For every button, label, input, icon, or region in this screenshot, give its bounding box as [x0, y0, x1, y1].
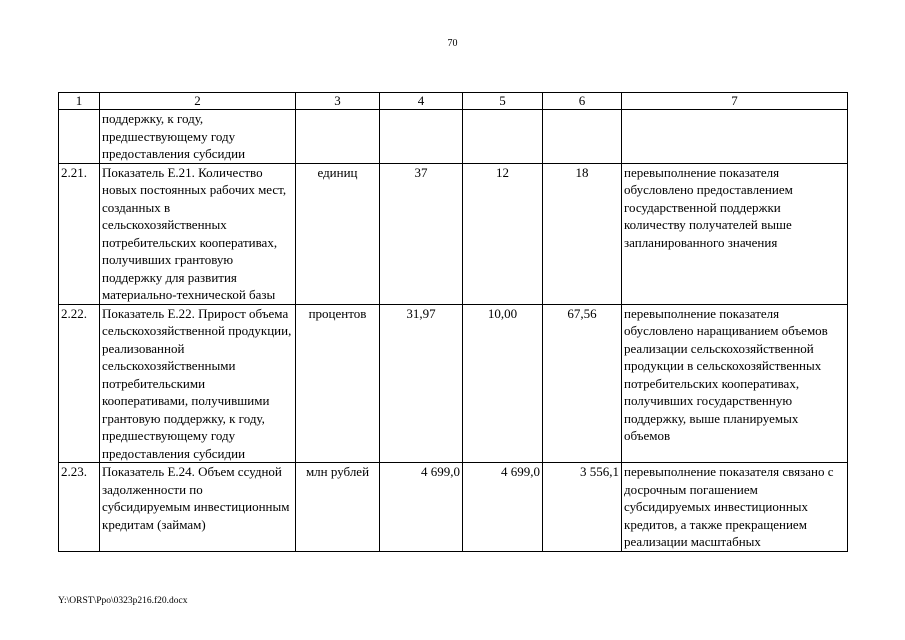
value-col-5: 10,00 [463, 304, 543, 463]
header-col-5: 5 [463, 93, 543, 110]
header-col-2: 2 [100, 93, 296, 110]
header-col-7: 7 [622, 93, 848, 110]
file-path-footer: Y:\ORST\Ppo\0323p216.f20.docx [58, 596, 188, 606]
comment: перевыполнение показателя обусловлено наращиванием объемов реализации сельскохозяйственной продукции в сельскохозяйственных потребительских кооперативах, получивших государственную поддержку, выше планируемых объемов [622, 304, 848, 463]
value-col-5: 12 [463, 163, 543, 304]
indicator-name: Показатель Е.22. Прирост объема сельскохозяйственной продукции, реализованной сельскохозяйственными потребительскими кооперативами, получившими грантовую поддержку, к году, предшествующему году предоставления субсидии [100, 304, 296, 463]
value-col-6: 67,56 [543, 304, 622, 463]
row-number: 2.21. [59, 163, 100, 304]
value-col-6: 3 556,1 [543, 463, 622, 552]
header-col-4: 4 [380, 93, 463, 110]
value-col-6: 18 [543, 163, 622, 304]
value-col-6 [543, 110, 622, 164]
value-col-4: 4 699,0 [380, 463, 463, 552]
page-number: 70 [447, 38, 458, 49]
value-col-4: 37 [380, 163, 463, 304]
value-col-5 [463, 110, 543, 164]
table-header-row [59, 93, 848, 110]
row-number [59, 110, 100, 164]
table-row [59, 304, 848, 463]
value-col-4: 31,97 [380, 304, 463, 463]
header-col-1: 1 [59, 93, 100, 110]
table-row [59, 463, 848, 552]
indicator-name: Показатель Е.24. Объем ссудной задолженности по субсидируемым инвестиционным кредитам (займам) [100, 463, 296, 552]
unit [296, 110, 380, 164]
header-col-3: 3 [296, 93, 380, 110]
row-number: 2.23. [59, 463, 100, 552]
value-col-5: 4 699,0 [463, 463, 543, 552]
indicator-name: Показатель Е.21. Количество новых постоянных рабочих мест, созданных в сельскохозяйственных потребительских кооперативах, получивших грантовую поддержку для развития материально-технической базы [100, 163, 296, 304]
comment: перевыполнение показателя обусловлено предоставлением государственной поддержки количеству получателей выше запланированного значения [622, 163, 848, 304]
row-number: 2.22. [59, 304, 100, 463]
unit: единиц [296, 163, 380, 304]
table-row [59, 163, 848, 304]
comment: перевыполнение показателя связано с досрочным погашением субсидируемых инвестиционных кредитов, а также прекращением реализации масштабных [622, 463, 848, 552]
header-col-6: 6 [543, 93, 622, 110]
comment [622, 110, 848, 164]
unit: млн рублей [296, 463, 380, 552]
indicators-table [58, 92, 848, 552]
table-row [59, 110, 848, 164]
indicator-name: поддержку, к году, предшествующему году предоставления субсидии [100, 110, 296, 164]
value-col-4 [380, 110, 463, 164]
unit: процентов [296, 304, 380, 463]
